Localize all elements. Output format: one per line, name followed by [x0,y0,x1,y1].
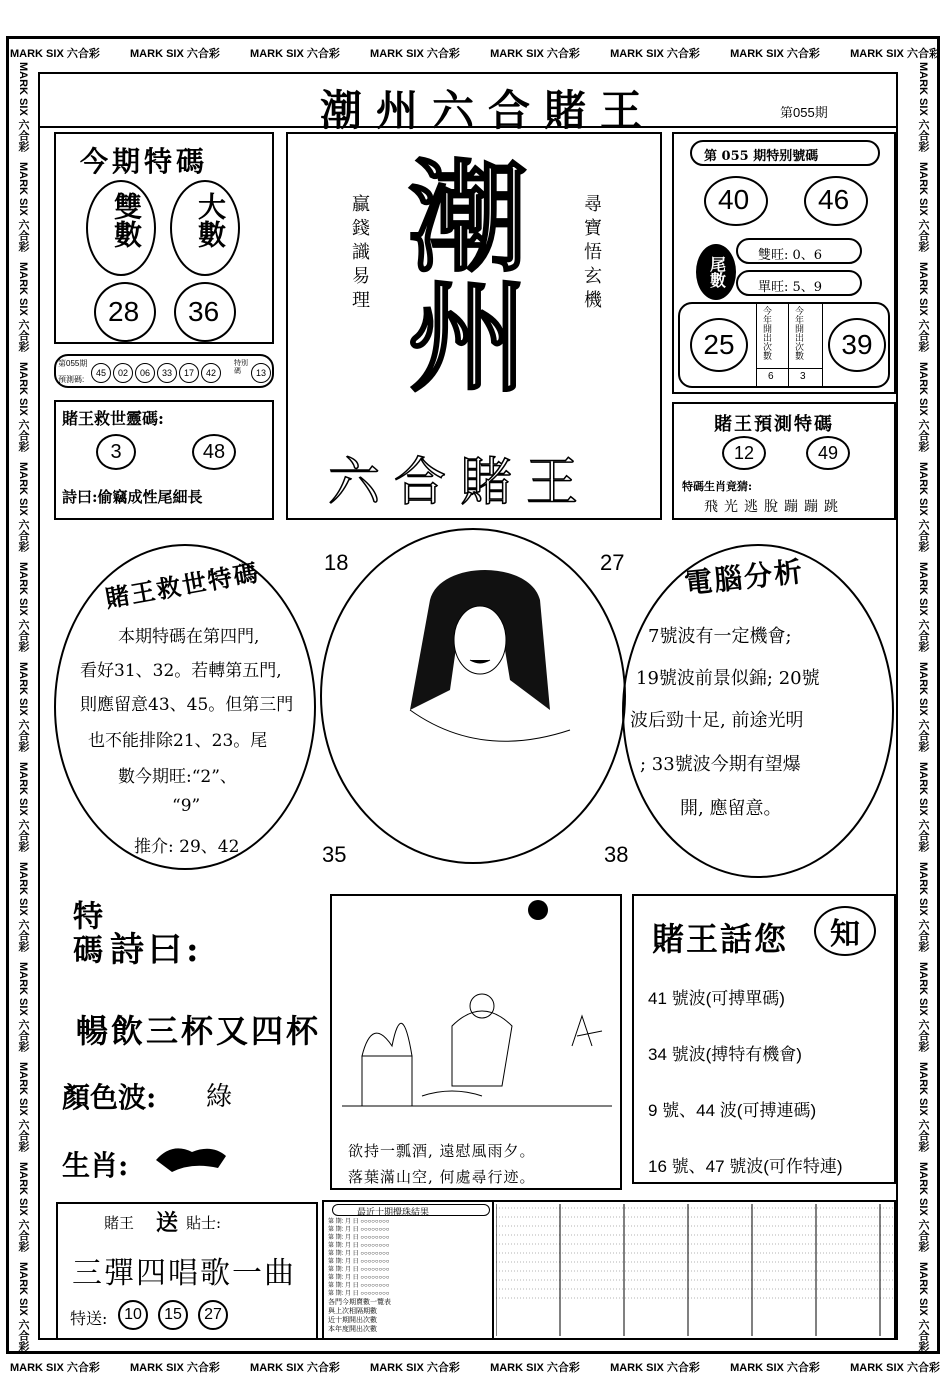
tips-box [56,1202,318,1340]
rescue-line: 則應留意43、45。但第三門 [80,695,294,715]
special-num-2: 46 [818,184,850,215]
count-1: 6 [768,371,774,382]
poem-text: 暢飲三杯又四杯 [76,1012,322,1050]
special-ball-label: 特別碼 [234,360,248,375]
border-brand-text: MARK SIX 六合彩 [917,362,929,452]
count-2: 3 [800,371,806,382]
border-brand-text: MARK SIX 六合彩 [917,862,929,952]
table-footer [328,1298,391,1334]
border-brand-text: MARK SIX 六合彩 [610,1362,700,1374]
border-brand-text: MARK SIX 六合彩 [17,1062,29,1152]
king-tells-item: 16 號、47 號波(可作特連) [648,1157,843,1176]
border-brand-text: MARK SIX 六合彩 [917,662,929,752]
rescue-line: 本期特碼在第四門, [118,627,260,647]
col-divider [788,304,789,386]
color-label: 顏色波: [62,1081,157,1114]
right-verse: 尋寶悟玄機 [581,194,602,314]
table-title-pill [332,1204,490,1216]
rescue-line: 也不能排除21、23。尾 [88,731,268,751]
table-row-label: 第 期: 月 日 ○○○○○○○○ [328,1219,390,1225]
zodiac-text: 飛光逃脫蹦蹦跳 [704,499,844,515]
even-label: 雙數 [110,192,143,248]
border-brand-text: MARK SIX 六合彩 [17,962,29,1052]
border-brand-text: MARK SIX 六合彩 [490,1362,580,1374]
border-left [8,62,38,1352]
row-divider [756,368,822,369]
table-row-label: 第 期: 月 日 ○○○○○○○○ [328,1235,390,1241]
border-brand-text: MARK SIX 六合彩 [17,1162,29,1252]
issue-number: 第055期 [780,105,828,120]
border-brand-text: MARK SIX 六合彩 [917,1262,929,1352]
border-brand-text: MARK SIX 六合彩 [17,62,29,152]
border-brand-text: MARK SIX 六合彩 [17,762,29,852]
prev-ball: 17 [179,363,199,383]
border-brand-text: MARK SIX 六合彩 [917,1162,929,1252]
border-brand-text: MARK SIX 六合彩 [17,662,29,752]
border-brand-text: MARK SIX 六合彩 [17,162,29,252]
double-wang-pill [736,238,862,264]
predict-title: 賭王預測特碼 [714,414,834,435]
portrait-number: 35 [322,842,347,867]
rescue-number-2: 48 [192,434,236,470]
border-brand-text: MARK SIX 六合彩 [850,1362,940,1374]
border-brand-text: MARK SIX 六合彩 [250,48,340,60]
count-header-2: 今年開出次數 [793,306,803,360]
count-table [678,302,890,388]
table-row-label: 第 期: 月 日 ○○○○○○○○ [328,1291,390,1297]
big-label: 大數 [194,192,227,248]
col-divider [822,304,823,386]
table-divider [492,1202,494,1338]
tips-title-post: 貼士: [186,1214,222,1232]
prev-ball: 45 [91,363,111,383]
border-brand-text: MARK SIX 六合彩 [10,48,100,60]
count-header-1: 今年開出次數 [761,306,771,360]
rescue-line: 數今期旺:“2”、 [118,767,237,787]
table-footer-row: 近十期開出次數 [328,1317,377,1324]
border-brand-text: MARK SIX 六合彩 [850,48,940,60]
page-title: 潮州六合賭王 [320,86,657,135]
border-brand-text: MARK SIX 六合彩 [610,48,700,60]
col-divider [756,304,757,386]
special-number-1: 28 [108,296,140,327]
color-value: 綠 [206,1082,233,1112]
rescue-number-1: 3 [96,434,136,470]
table-footer-row: 與上次相隔期數 [328,1308,377,1315]
painting-line-2: 落葉滿山空, 何處尋行迹。 [348,1168,536,1186]
bottom-num-1: 25 [690,318,748,372]
table-row-label: 第 期: 月 日 ○○○○○○○○ [328,1227,390,1233]
predict-number-1: 12 [722,436,766,470]
zodiac-label: 特碼生肖竟猜: [682,480,753,493]
king-tells-mark: 知 [814,906,876,956]
special-num-1: 40 [718,184,750,215]
king-tells-item: 9 號、44 波(可搏連碼) [648,1101,817,1120]
border-brand-text: MARK SIX 六合彩 [917,462,929,552]
painting-image [332,896,620,1136]
portrait-number: 18 [324,550,349,575]
tips-number: 27 [198,1300,228,1330]
poem-label: 詩曰: [110,930,203,970]
special-numbers-box [672,132,896,394]
painting-line-1: 欲持一瓢酒, 遠慰風雨夕。 [348,1142,536,1160]
border-brand-text: MARK SIX 六合彩 [130,1362,220,1374]
border-brand-text: MARK SIX 六合彩 [730,48,820,60]
special-number-2: 36 [188,296,220,327]
portrait-image [370,560,590,760]
prev-issue-label: 第055期 [58,359,88,368]
border-brand-text: MARK SIX 六合彩 [490,48,580,60]
border-brand-text: MARK SIX 六合彩 [917,762,929,852]
zodiac-field-label: 生肖: [62,1149,129,1182]
single-wang-pill [736,270,862,296]
king-tells-item: 41 號波(可搏單碼) [648,989,785,1008]
painting-box [330,894,622,1190]
tips-title-mark: 送 [156,1210,179,1236]
tips-special-label: 特送: [70,1309,108,1328]
rescue-code-box [54,400,274,520]
single-wang: 單旺: 5、9 [758,280,823,295]
table-row-label: 第 期: 月 日 ○○○○○○○○ [328,1267,390,1273]
border-brand-text: MARK SIX 六合彩 [130,48,220,60]
table-row-label: 第 期: 月 日 ○○○○○○○○ [328,1283,390,1289]
portrait-number: 27 [600,550,625,575]
border-brand-text: MARK SIX 六合彩 [17,262,29,352]
border-brand-text: MARK SIX 六合彩 [917,62,929,152]
tips-text: 三彈四唱歌一曲 [72,1256,296,1291]
border-brand-text: MARK SIX 六合彩 [370,48,460,60]
analysis-line: ; 33號波今期有望爆 [640,754,801,775]
rescue-line: 看好31、32。若轉第五門, [80,661,282,681]
border-brand-text: MARK SIX 六合彩 [917,262,929,352]
recommend-text: 推介: 29、42 [134,837,240,857]
tail-label: 尾數 [696,244,736,300]
table-row-label: 第 期: 月 日 ○○○○○○○○ [328,1251,390,1257]
table-row-label: 第 期: 月 日 ○○○○○○○○ [328,1275,390,1281]
results-table [322,1200,896,1340]
center-logo-box [286,132,662,520]
rescue-special-title: 賭王救世特碼 [103,557,262,614]
border-brand-text: MARK SIX 六合彩 [17,1262,29,1352]
table-title: 最近十期攪珠結果 [357,1207,430,1217]
border-brand-text: MARK SIX 六合彩 [17,362,29,452]
border-top [10,38,940,68]
border-brand-text: MARK SIX 六合彩 [917,1062,929,1152]
logo-big-text: 潮州 [388,154,529,394]
predict-number-2: 49 [806,436,850,470]
special-today-title: 今期特碼 [80,145,209,178]
special-today-box [54,132,274,344]
double-wang: 雙旺: 0、6 [758,248,823,263]
pred-label: 預測碼: [58,375,85,384]
border-brand-text: MARK SIX 六合彩 [370,1362,460,1374]
table-grid [496,1204,894,1336]
tips-number: 15 [158,1300,188,1330]
analysis-line: 開, 應留意。 [680,798,782,819]
table-row-label: 第 期: 月 日 ○○○○○○○○ [328,1243,390,1249]
border-brand-text: MARK SIX 六合彩 [17,462,29,552]
analysis-line: 7號波有一定機會; [648,626,792,647]
border-brand-text: MARK SIX 六合彩 [917,562,929,652]
prev-ball: 02 [113,363,133,383]
border-bottom [10,1352,940,1382]
table-footer-row: 本年度開出次數 [328,1326,377,1333]
special-ball: 13 [251,363,271,383]
prev-ball: 33 [157,363,177,383]
bottom-num-2: 39 [828,318,886,372]
prev-ball: 42 [201,363,221,383]
rescue-line: “9” [172,796,201,816]
predict-special-box [672,402,896,520]
king-tells-title: 賭王話您 [652,920,789,958]
header-divider [40,126,896,128]
border-brand-text: MARK SIX 六合彩 [730,1362,820,1374]
border-brand-text: MARK SIX 六合彩 [17,562,29,652]
table-footer-row: 各門今期賣數一覽表 [328,1299,391,1306]
prev-ball: 06 [135,363,155,383]
rescue-code-title: 賭王救世靈碼: [62,409,164,428]
special-numbers-title-pill [690,140,880,166]
tips-title-pre: 賭王 [104,1214,135,1232]
zodiac-animal-image [152,1138,232,1178]
border-brand-text: MARK SIX 六合彩 [17,862,29,952]
left-verse: 贏錢識易理 [349,194,370,314]
analysis-title: 電腦分析 [682,554,806,601]
border-brand-text: MARK SIX 六合彩 [917,162,929,252]
tips-number: 10 [118,1300,148,1330]
logo-subtitle: 六合賭王 [328,453,593,513]
king-tells-item: 34 號波(搏特有機會) [648,1045,802,1064]
analysis-line: 波后勁十足, 前途光明 [630,710,804,731]
portrait-number: 38 [604,842,629,867]
table-row-label: 第 期: 月 日 ○○○○○○○○ [328,1259,390,1265]
poem-special-label: 特碼 [67,900,102,968]
analysis-line: 19號波前景似錦; 20號 [636,668,820,689]
rescue-poem: 詩曰:偷竊成性尾細長 [62,488,203,506]
special-numbers-title: 第 055 期特别號碼 [704,149,819,164]
border-brand-text: MARK SIX 六合彩 [917,962,929,1052]
border-right [908,62,938,1352]
table-row-labels [328,1218,494,1298]
border-brand-text: MARK SIX 六合彩 [250,1362,340,1374]
prev-numbers [90,363,222,383]
border-brand-text: MARK SIX 六合彩 [10,1362,100,1374]
prev-numbers-strip [54,354,274,388]
king-tells-box [632,894,896,1184]
